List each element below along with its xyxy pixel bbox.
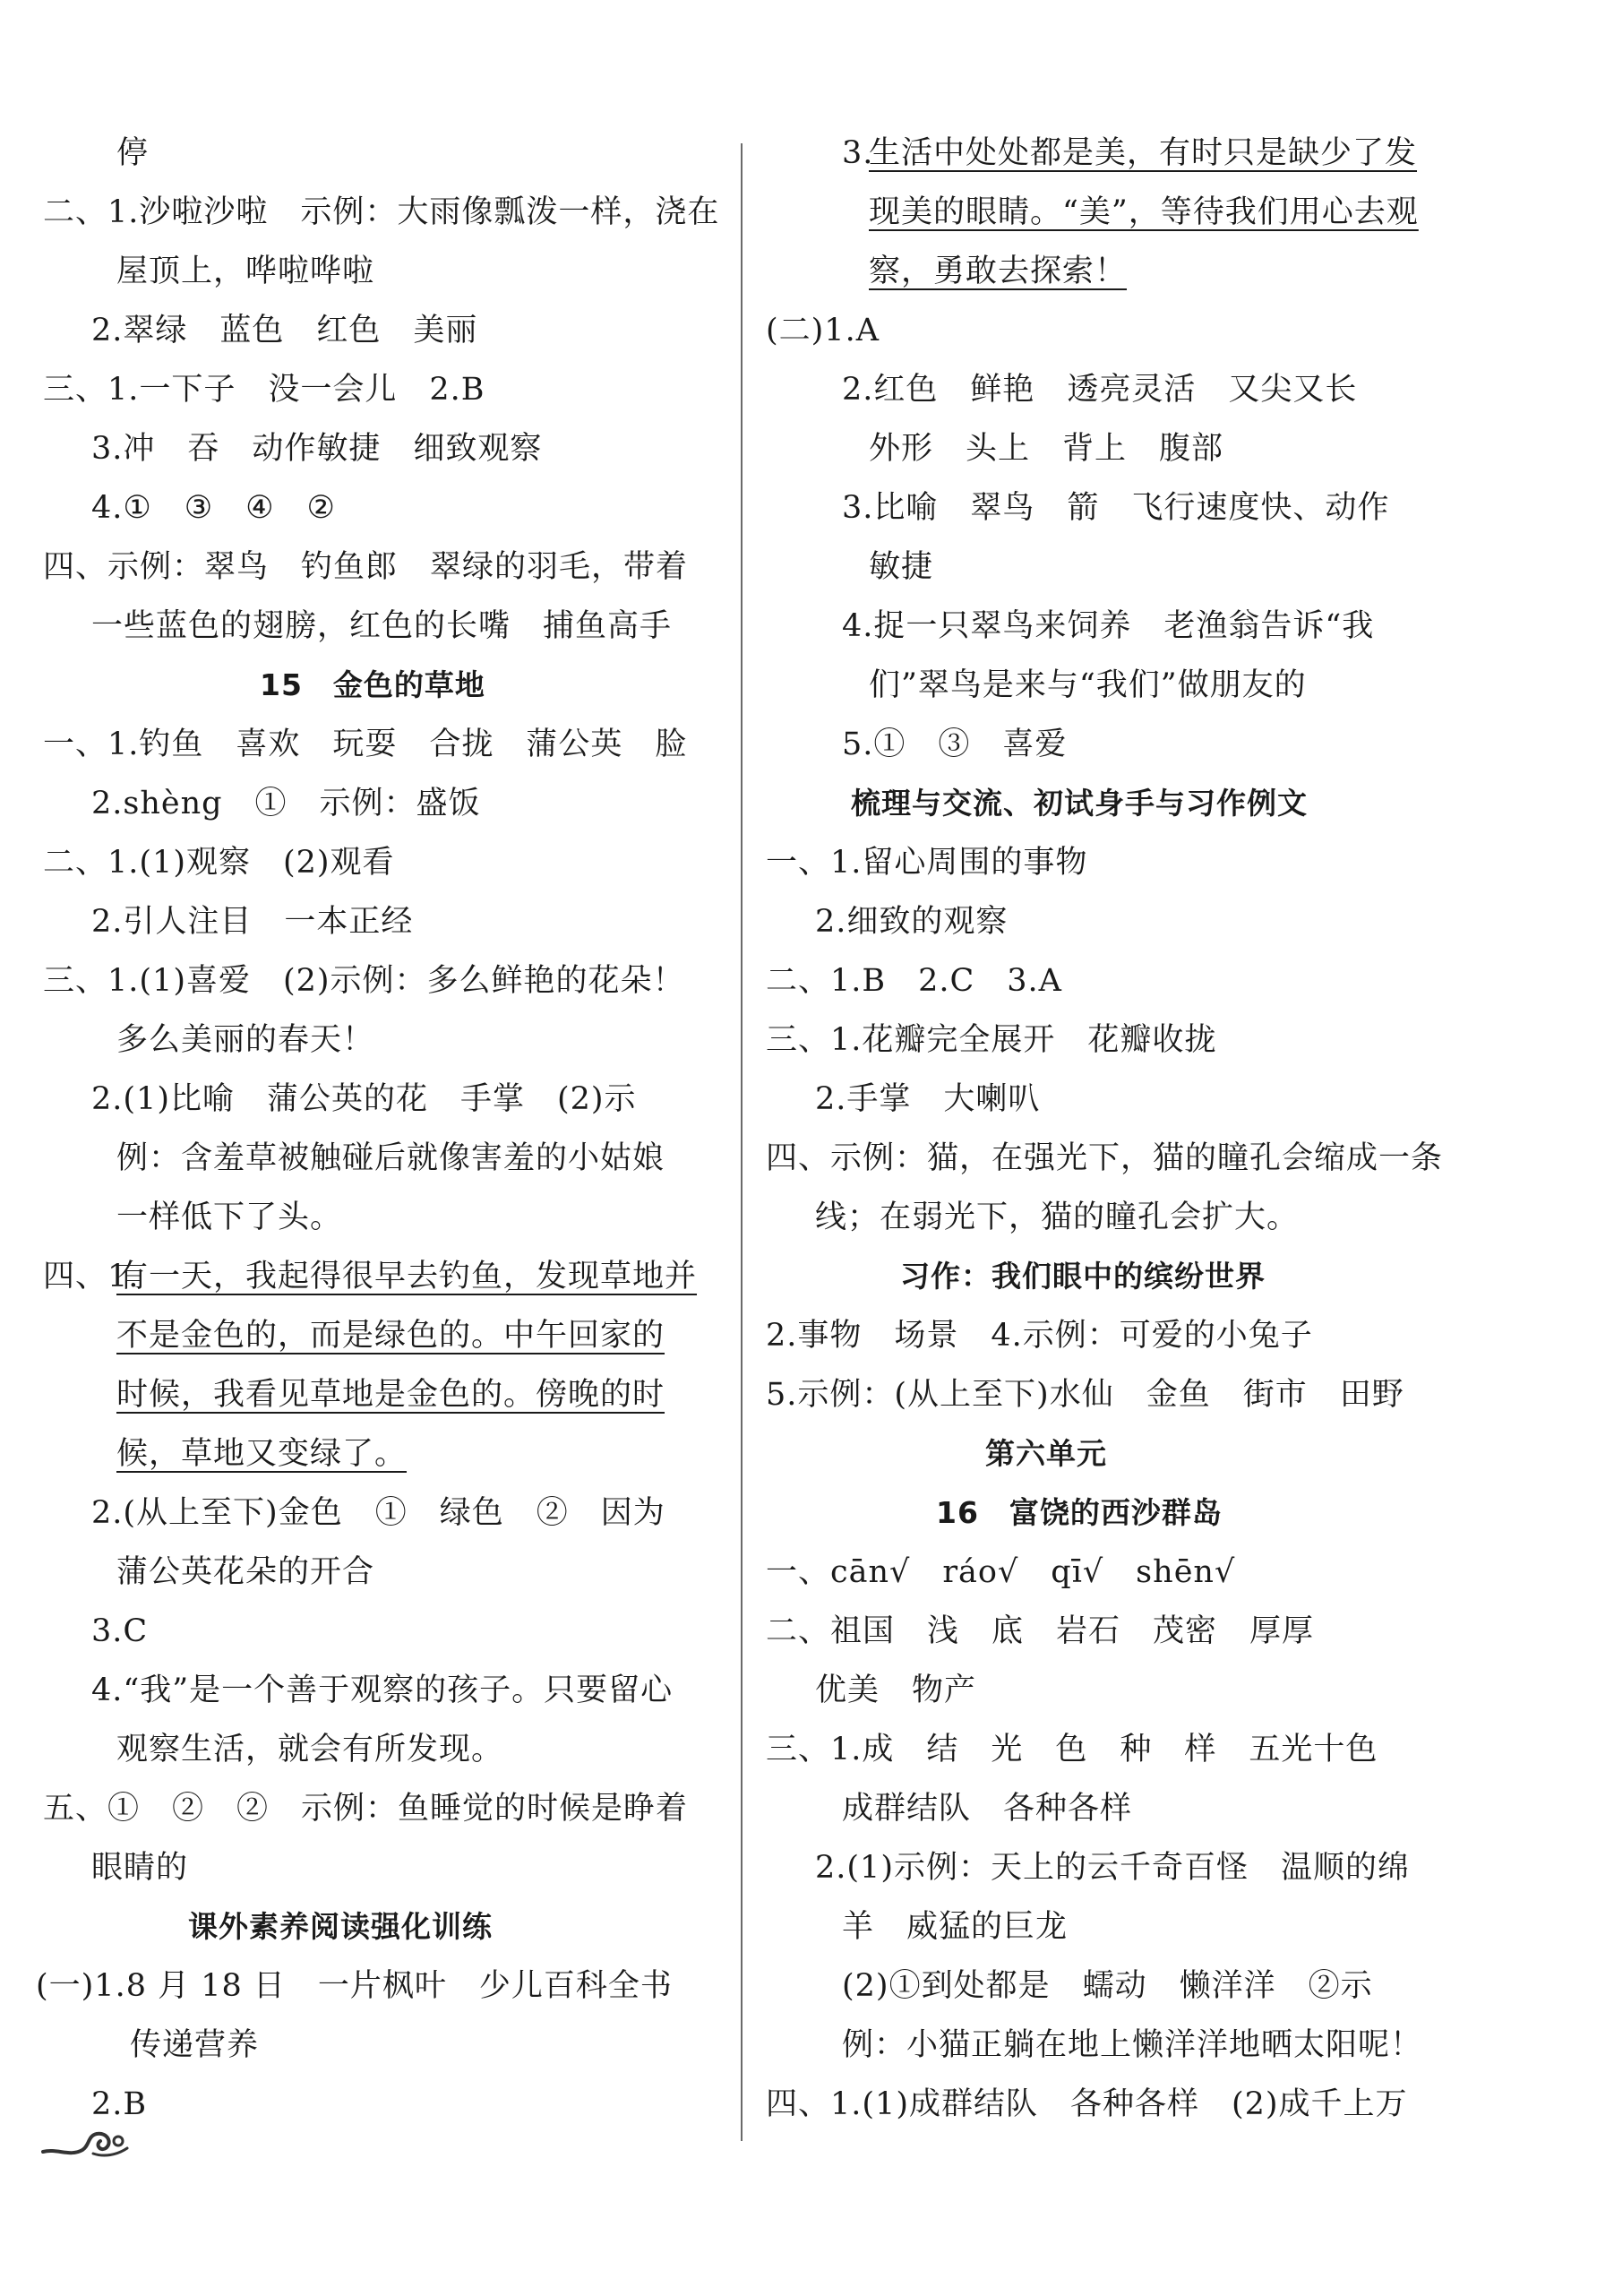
section-heading: 15 金色的草地 xyxy=(260,667,485,702)
left-answer-line: 2.(1)比喻 蒲公英的花 手掌 (2)示 xyxy=(91,1081,637,1117)
left-answer-line xyxy=(116,1247,697,1306)
left-answer-line: 停 xyxy=(116,135,150,171)
right-answer-line: 线；在弱光下，猫的瞳孔会扩大。 xyxy=(815,1200,1300,1235)
section-heading: 课外素养阅读强化训练 xyxy=(188,1909,493,1944)
right-answer-line: 二、祖国 浅 底 岩石 茂密 厚厚 xyxy=(766,1613,1315,1649)
right-answer-line: 成群结队 各种各样 xyxy=(842,1791,1133,1827)
left-answer-line: 3.冲 吞 动作敏捷 细致观察 xyxy=(91,431,543,467)
right-answer-line: 2.手掌 大喇叭 xyxy=(815,1081,1041,1117)
right-answer-line: (2)①到处都是 蠕动 懒洋洋 ②示 xyxy=(842,1968,1373,2004)
right-answer-line: 2.红色 鲜艳 透亮灵活 又尖又长 xyxy=(842,372,1358,408)
underlined-answer: 时候，我看见草地是金色的。傍晚的时 xyxy=(116,1377,665,1413)
right-answer-line: 2.事物 场景 4.示例：可爱的小兔子 xyxy=(766,1318,1313,1354)
right-answer-line: 3. xyxy=(842,135,874,171)
right-answer-line: 3.比喻 翠鸟 箭 飞行速度快、动作 xyxy=(842,490,1390,526)
right-answer-line: 二、1.B 2.C 3.A xyxy=(766,963,1062,999)
left-answer-line: 4.“我”是一个善于观察的孩子。只要留心 xyxy=(91,1673,674,1708)
left-answer-line: 三、1.一下子 没一会儿 2.B xyxy=(43,372,485,408)
right-answer-line: 们”翠鸟是来与“我们”做朋友的 xyxy=(869,667,1307,703)
right-answer-line xyxy=(869,124,1417,183)
right-answer-line xyxy=(869,183,1419,242)
right-answer-line: 4.捉一只翠鸟来饲养 老渔翁告诉“我 xyxy=(842,608,1375,644)
section-heading: 第六单元 xyxy=(985,1436,1107,1471)
left-answer-line: 例：含羞草被触碰后就像害羞的小姑娘 xyxy=(116,1140,665,1176)
left-answer-line: 二、1.沙啦沙啦 示例：大雨像瓢泼一样，浇在 xyxy=(43,194,720,230)
left-answer-line: 四、示例：翠鸟 钓鱼郎 翠绿的羽毛，带着 xyxy=(43,549,689,585)
right-answer-line: 羊 威猛的巨龙 xyxy=(842,1909,1069,1945)
underlined-answer: 现美的眼睛。“美”，等待我们用心去观 xyxy=(869,194,1419,230)
left-answer-line: 多么美丽的春天！ xyxy=(116,1022,375,1058)
right-answer-line xyxy=(869,242,1127,301)
left-answer-line xyxy=(116,1365,665,1424)
left-answer-line: 五、① ② ② 示例：鱼睡觉的时候是睁着 xyxy=(43,1791,689,1827)
underlined-answer: 候，草地又变绿了。 xyxy=(116,1436,408,1472)
underlined-answer: 生活中处处都是美，有时只是缺少了发 xyxy=(869,135,1418,171)
right-answer-line: 5.① ③ 喜爱 xyxy=(842,727,1068,762)
left-answer-line: 一些蓝色的翅膀，红色的长嘴 捕鱼高手 xyxy=(91,608,673,644)
right-answer-line: 优美 物产 xyxy=(815,1673,977,1708)
right-answer-line: 四、示例：猫，在强光下，猫的瞳孔会缩成一条 xyxy=(766,1140,1444,1176)
column-divider xyxy=(741,143,743,2141)
underlined-answer: 不是金色的，而是绿色的。中午回家的 xyxy=(116,1318,665,1354)
left-answer-line xyxy=(116,1306,665,1365)
left-answer-line: 二、1.(1)观察 (2)观看 xyxy=(43,845,395,881)
right-answer-line: 三、1.成 结 光 色 种 样 五光十色 xyxy=(766,1732,1378,1767)
left-answer-line: 2.(从上至下)金色 ① 绿色 ② 因为 xyxy=(91,1495,665,1531)
right-answer-line: 2.细致的观察 xyxy=(815,904,1009,940)
left-answer-line: 2.引人注目 一本正经 xyxy=(91,904,414,940)
left-answer-line: 一样低下了头。 xyxy=(116,1200,343,1235)
left-answer-line: 屋顶上，哗啦哗啦 xyxy=(116,254,375,289)
left-answer-line: 眼睛的 xyxy=(91,1850,189,1886)
left-answer-line: (一)1.8 月 18 日 一片枫叶 少儿百科全书 xyxy=(36,1968,673,2004)
left-answer-line: 观察生活，就会有所发现。 xyxy=(116,1732,504,1767)
cloud-ornament-icon xyxy=(39,2121,138,2166)
right-answer-line: 四、1.(1)成群结队 各种各样 (2)成千上万 xyxy=(766,2086,1408,2122)
right-answer-line: 一、1.留心周围的事物 xyxy=(766,845,1088,881)
left-answer-line: 2.shèng ① 示例：盛饭 xyxy=(91,786,481,821)
left-answer-line: 3.C xyxy=(91,1613,149,1649)
section-heading: 习作：我们眼中的缤纷世界 xyxy=(900,1259,1266,1294)
left-answer-line: 一、1.钓鱼 喜欢 玩耍 合拢 蒲公英 脸 xyxy=(43,727,688,762)
right-answer-line: 外形 头上 背上 腹部 xyxy=(869,431,1224,467)
left-answer-line: 蒲公英花朵的开合 xyxy=(116,1554,375,1590)
right-answer-line: 三、1.花瓣完全展开 花瓣收拢 xyxy=(766,1022,1217,1058)
left-answer-line xyxy=(116,1424,407,1483)
left-answer-line: 2.B xyxy=(91,2086,148,2122)
right-answer-line: 例：小猫正躺在地上懒洋洋地晒太阳呢！ xyxy=(842,2027,1423,2063)
left-answer-line: 四、1. xyxy=(43,1259,140,1294)
right-answer-line: 敏捷 xyxy=(869,549,934,585)
right-answer-line: 2.(1)示例：天上的云千奇百怪 温顺的绵 xyxy=(815,1850,1410,1886)
section-heading: 梳理与交流、初试身手与习作例文 xyxy=(851,786,1308,821)
right-answer-line: 5.示例：(从上至下)水仙 金鱼 街市 田野 xyxy=(766,1377,1404,1413)
left-answer-line: 三、1.(1)喜爱 (2)示例：多么鲜艳的花朵！ xyxy=(43,963,685,999)
left-answer-line: 传递营养 xyxy=(130,2027,260,2063)
section-heading: 16 富饶的西沙群岛 xyxy=(936,1495,1223,1530)
underlined-answer: 察，勇敢去探索！ xyxy=(869,254,1128,289)
right-answer-line: (二)1.A xyxy=(766,313,880,348)
underlined-answer: 有一天，我起得很早去钓鱼，发现草地并 xyxy=(116,1259,698,1294)
left-answer-line: 2.翠绿 蓝色 红色 美丽 xyxy=(91,313,478,348)
right-answer-line: 一、cān√ ráo√ qī√ shēn√ xyxy=(766,1554,1236,1590)
left-answer-line: 4.① ③ ④ ② xyxy=(91,490,336,526)
